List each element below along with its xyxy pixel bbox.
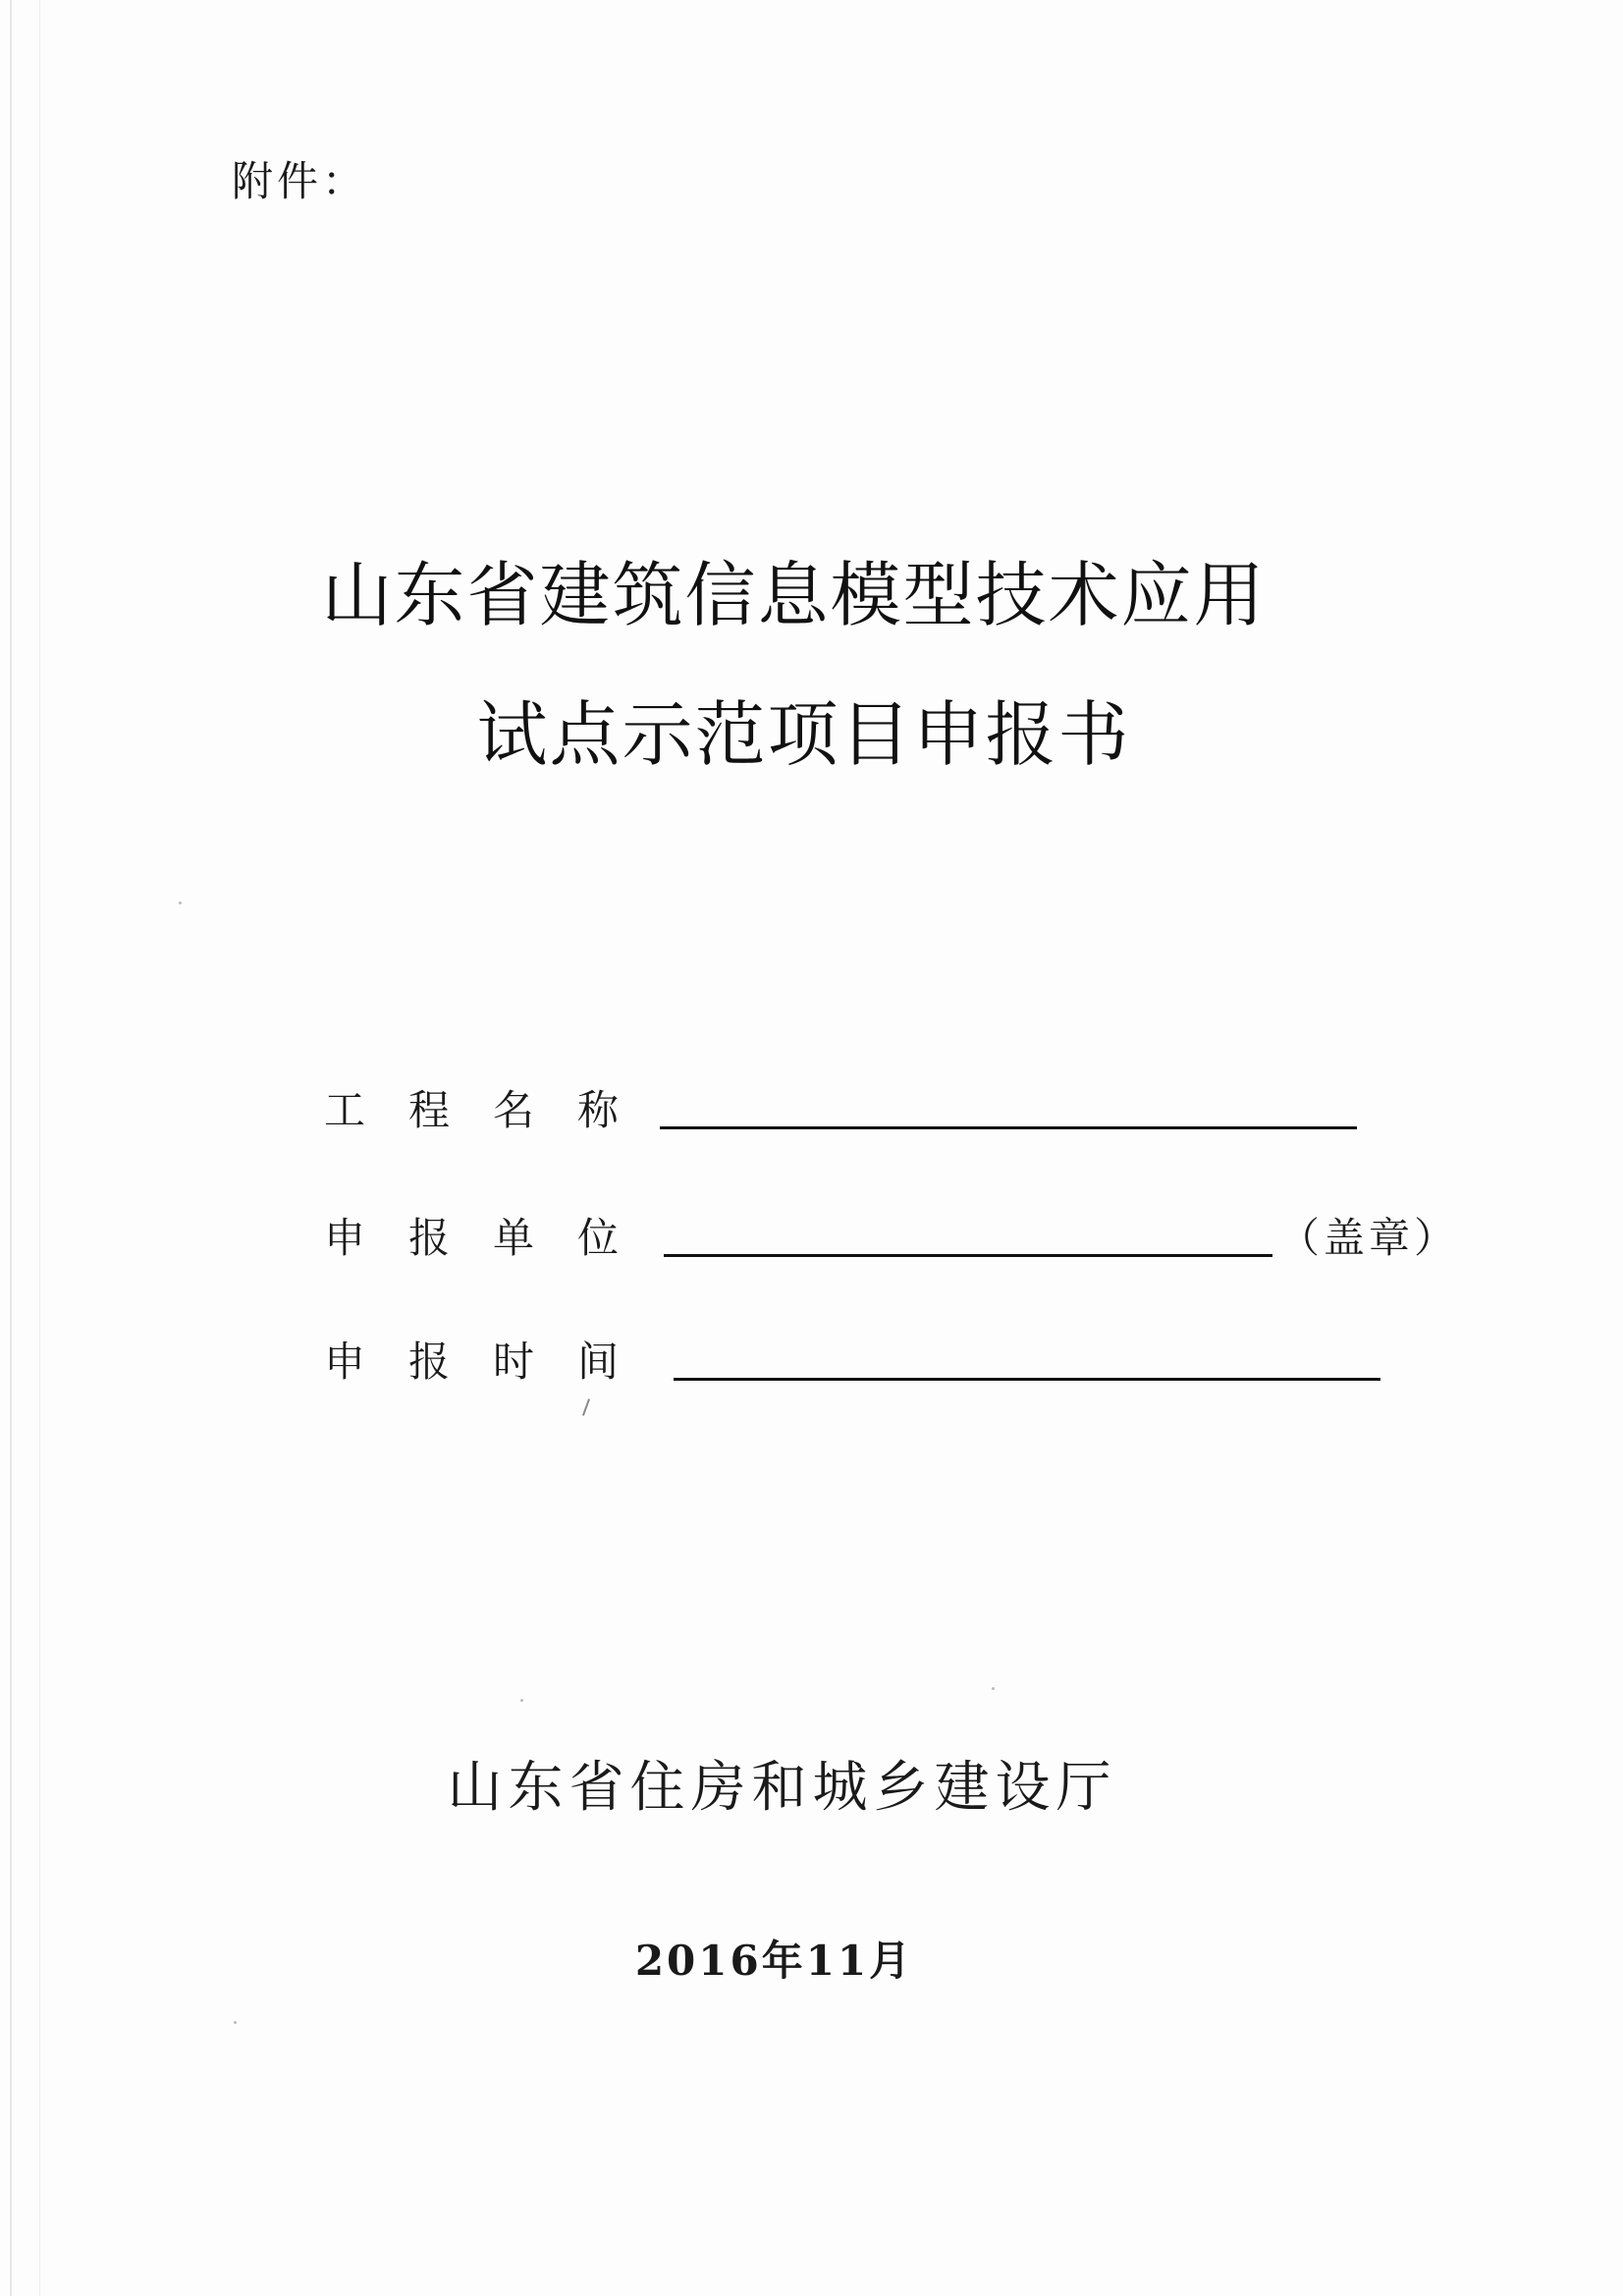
document-title-line-1: 山东省建筑信息模型技术应用 bbox=[321, 554, 1267, 636]
scan-speck bbox=[234, 2021, 237, 2024]
document-title-line-2: 试点示范项目申报书 bbox=[476, 693, 1131, 776]
project-name-row bbox=[324, 1078, 1357, 1137]
date-field[interactable] bbox=[674, 1374, 1380, 1381]
project-name-label: 工程名称 bbox=[324, 1086, 663, 1134]
issuer-text: 山东省住房和城乡建设厅 bbox=[447, 1756, 1117, 1820]
scan-speck bbox=[992, 1687, 995, 1690]
project-name-field[interactable] bbox=[660, 1122, 1357, 1129]
attachment-label: 附件： bbox=[232, 157, 368, 205]
date-label: 申报时间 bbox=[324, 1338, 663, 1386]
applicant-field[interactable] bbox=[664, 1250, 1272, 1257]
applicant-row bbox=[324, 1206, 1459, 1265]
date-row bbox=[324, 1330, 1380, 1389]
pen-mark bbox=[582, 1398, 590, 1416]
scan-speck bbox=[179, 902, 182, 904]
issuer bbox=[0, 1744, 1623, 1823]
applicant-label: 申报单位 bbox=[324, 1214, 663, 1262]
issue-date bbox=[0, 1929, 1623, 1988]
issue-date-text: 2016年11月 bbox=[634, 1937, 914, 1985]
seal-note: （盖章） bbox=[1278, 1214, 1460, 1262]
scan-speck bbox=[520, 1699, 523, 1702]
